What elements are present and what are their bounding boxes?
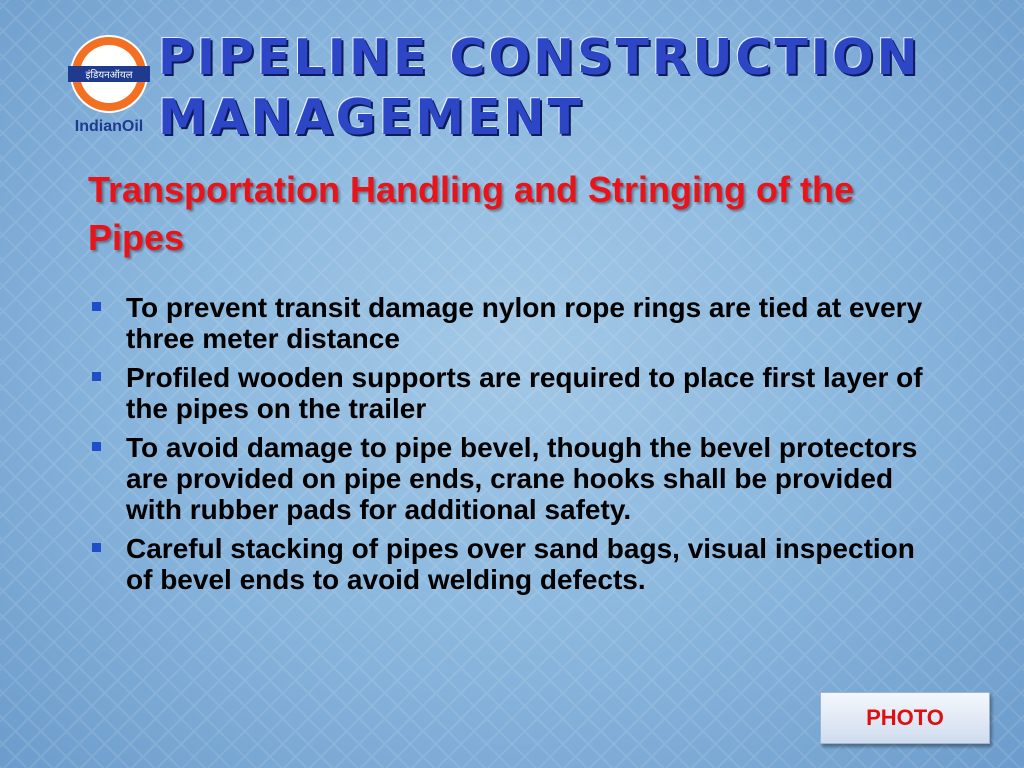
- bullet-list: [88, 292, 928, 603]
- logo-brand-name: IndianOil: [74, 118, 144, 135]
- photo-button-label: PHOTO: [866, 705, 944, 730]
- bullet-item: [88, 362, 928, 424]
- square-bullet-icon: [92, 302, 101, 311]
- bullet-item: [88, 292, 928, 354]
- title-line-1: PIPELINE CONSTRUCTION: [158, 29, 921, 86]
- photo-button[interactable]: [820, 692, 990, 744]
- bullet-item: [88, 533, 928, 595]
- bullet-text: To avoid damage to pipe bevel, though the bevel protectors are provided on pipe ends, crane hooks shall be provided with rubber pads for additional safety.: [126, 432, 918, 525]
- bullet-text: To prevent transit damage nylon rope rings are tied at every three meter distance: [126, 292, 923, 354]
- square-bullet-icon: [92, 543, 101, 552]
- title-line-2: MANAGEMENT: [158, 89, 584, 146]
- slide-subtitle: Transportation Handling and Stringing of the Pipes: [88, 169, 854, 258]
- square-bullet-icon: [92, 372, 101, 381]
- bullet-item: [88, 432, 928, 525]
- square-bullet-icon: [92, 442, 101, 451]
- bullet-text: Profiled wooden supports are required to place first layer of the pipes on the trailer: [126, 362, 923, 424]
- bullet-text: Careful stacking of pipes over sand bags, visual inspection of bevel ends to avoid welding defects.: [126, 533, 915, 595]
- page-title: [158, 28, 921, 148]
- logo-hindi-text: इंडियनऑयल: [85, 70, 133, 81]
